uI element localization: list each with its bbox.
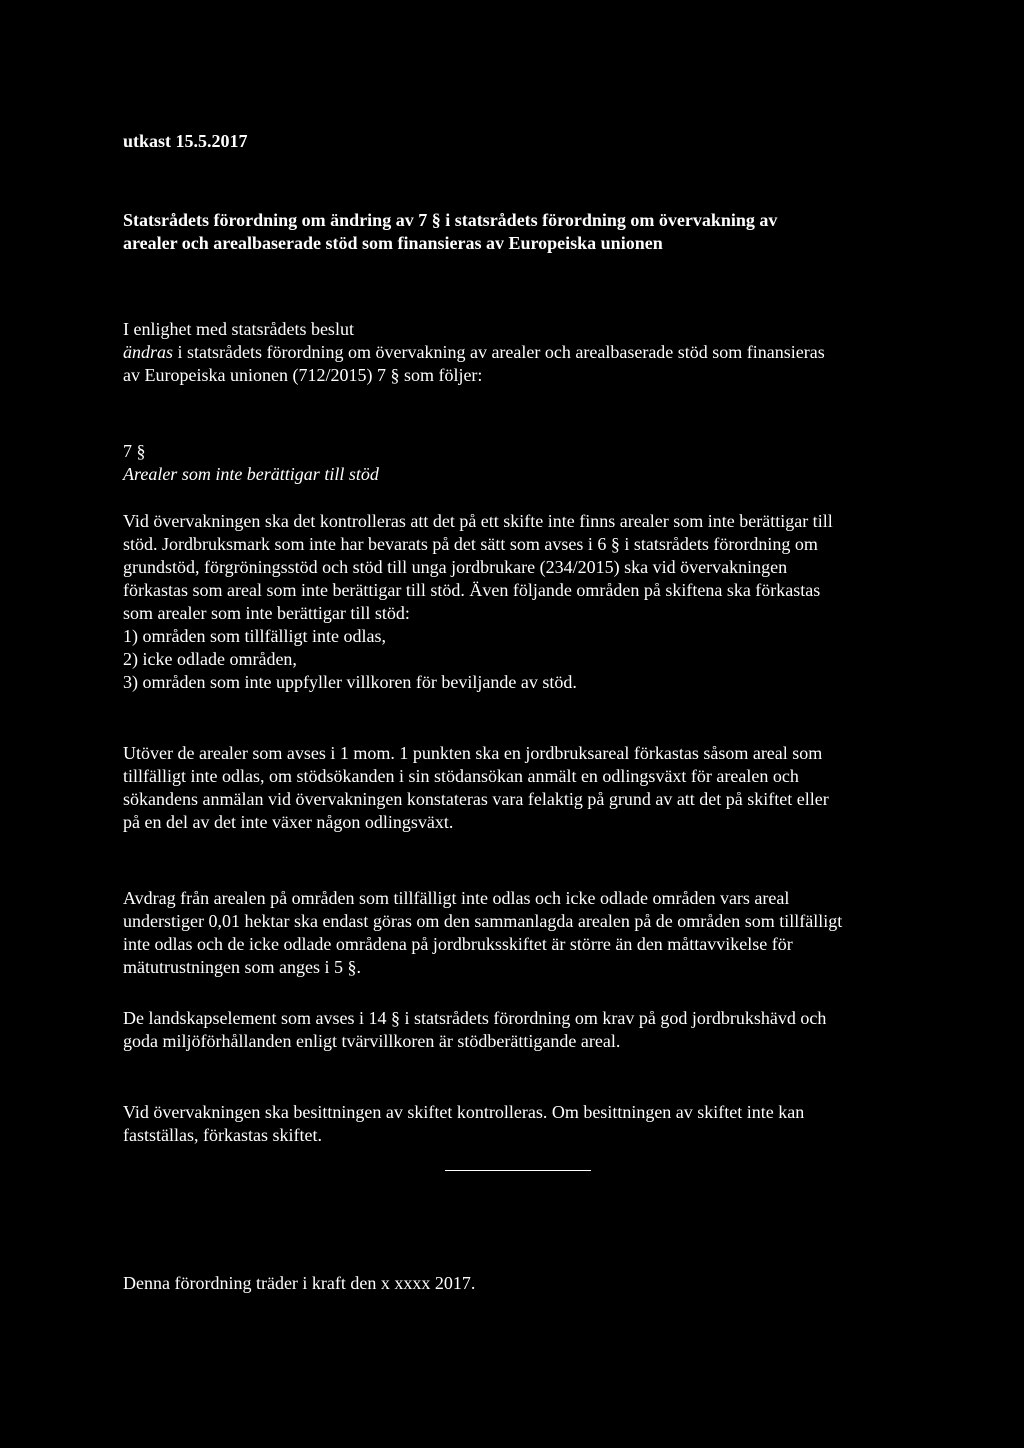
list-item: 2) icke odlade områden, <box>123 649 297 669</box>
intro-text <box>123 341 843 387</box>
intro-verb: ändras <box>123 342 174 362</box>
intro-block <box>123 318 843 387</box>
intro-line: I enlighet med statsrådets beslut <box>123 319 354 339</box>
entry-into-force: Denna förordning träder i kraft den x xxxx 2017. <box>123 1273 476 1293</box>
section-number: 7 § <box>123 441 146 461</box>
intro-rest: i statsrådets förordning om övervakning av arealer och arealbaserade stöd som finansieras av Europeiska unionen (712/2015) 7 § som följer: <box>123 342 825 385</box>
paragraph-2: Utöver de arealer som avses i 1 mom. 1 punkten ska en jordbruksareal förkastas såsom areal som tillfälligt inte odlas, om stödsökanden i sin stödansökan anmält en odlingsväxt för arealen och sökandens anmälan vid övervakningen konstateras vara felaktig på grund av att det på skiftet eller på en del av det inte växer någon odlingsväxt. <box>123 743 829 832</box>
draft-label: utkast 15.5.2017 <box>123 131 248 151</box>
paragraph-1-text: Vid övervakningen ska det kontrolleras att det på ett skifte inte finns arealer som inte berättigar till stöd. Jordbruksmark som inte har bevarats på det sätt som avses i 6 § i statsrådets förordning om grundstöd, förgröningsstöd och stöd till unga jordbrukare (234/2015) ska vid övervakningen förkastas som areal som inte berättigar till stöd. Även följande områden på skiftena ska förkastas som arealer som inte berättigar till stöd: <box>123 511 833 623</box>
paragraph-1 <box>123 510 843 694</box>
list-item: 3) områden som inte uppfyller villkoren för beviljande av stöd. <box>123 672 577 692</box>
separator-rule <box>445 1170 591 1171</box>
decree-title: Statsrådets förordning om ändring av 7 § i statsrådets förordning om övervakning av arealer och arealbaserade stöd som finansieras av Europeiska unionen <box>123 210 778 253</box>
paragraph-4: De landskapselement som avses i 14 § i statsrådets förordning om krav på god jordbrukshävd och goda miljöförhållanden enligt tvärvillkoren är stödberättigande areal. <box>123 1008 827 1051</box>
exclusion-list <box>123 625 843 694</box>
paragraph-5: Vid övervakningen ska besittningen av skiftet kontrolleras. Om besittningen av skiftet inte kan fastställas, förkastas skiftet. <box>123 1102 805 1145</box>
section-heading: Arealer som inte berättigar till stöd <box>123 464 379 484</box>
paragraph-3: Avdrag från arealen på områden som tillfälligt inte odlas och icke odlade områden vars areal understiger 0,01 hektar ska endast göras om den sammanlagda arealen på de områden som tillfälligt inte odlas och de icke odlade områdena på jordbruksskiftet är större än den måttavvikelse för mätutrustningen som anges i 5 §. <box>123 888 843 977</box>
list-item: 1) områden som tillfälligt inte odlas, <box>123 626 386 646</box>
